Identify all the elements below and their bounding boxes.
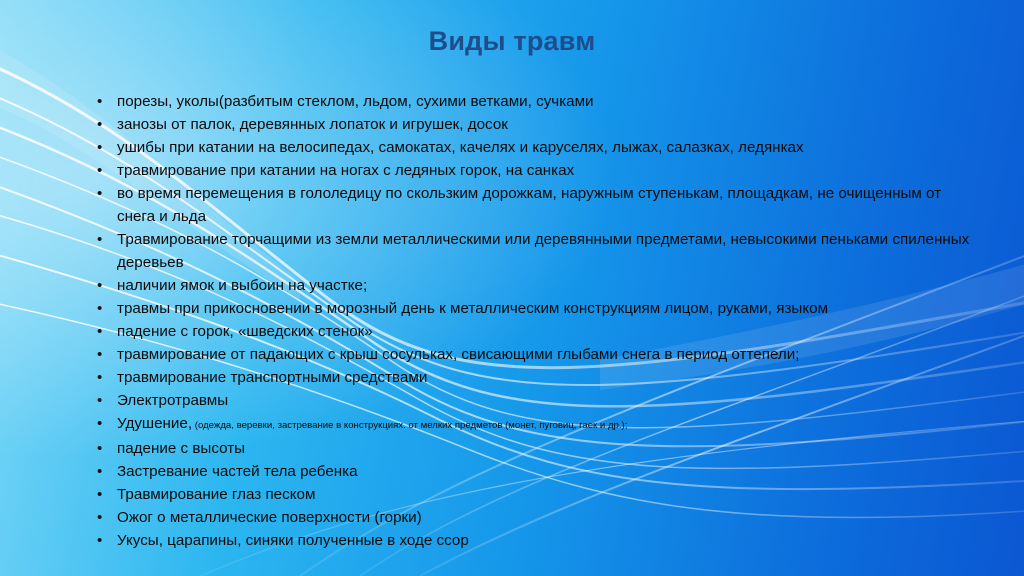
list-item xyxy=(96,274,976,297)
list-item-text: Травмирование торчащими из земли металлическими или деревянными предметами, невысокими пеньками спиленных деревьев xyxy=(117,231,970,271)
list-item-text: Удушение, xyxy=(117,415,193,432)
bullet-icon: • xyxy=(97,231,103,248)
list-item-text: травмирование от падающих с крыш сосульках, свисающими глыбами снега в период оттепели; xyxy=(117,346,800,363)
list-item-text: Застревание частей тела ребенка xyxy=(117,463,358,480)
bullet-icon: • xyxy=(97,532,103,549)
bullet-icon: • xyxy=(97,185,103,202)
bullet-icon: • xyxy=(97,300,103,317)
bullet-icon: • xyxy=(97,346,103,363)
list-item xyxy=(96,460,976,483)
list-item xyxy=(96,320,976,343)
bullet-icon: • xyxy=(97,323,103,340)
list-item xyxy=(96,343,976,366)
bullet-icon: • xyxy=(97,162,103,179)
list-item-text: занозы от палок, деревянных лопаток и игрушек, досок xyxy=(117,116,508,133)
list-item xyxy=(96,483,976,506)
list-item-text: травмирование транспортными средствами xyxy=(117,369,428,386)
bullet-icon: • xyxy=(97,509,103,526)
bullet-icon: • xyxy=(97,116,103,133)
list-item-text: травмирование при катании на ногах с ледяных горок, на санках xyxy=(117,162,575,179)
bullet-icon: • xyxy=(97,392,103,409)
bullet-icon: • xyxy=(97,486,103,503)
list-item xyxy=(96,412,976,437)
bullet-icon: • xyxy=(97,369,103,386)
list-item-text: травмы при прикосновении в морозный день к металлическим конструкциям лицом, руками, языком xyxy=(117,300,829,317)
injury-types-list xyxy=(96,90,976,552)
list-item-text: Укусы, царапины, синяки полученные в ходе ссор xyxy=(117,532,469,549)
list-item xyxy=(96,529,976,552)
list-item-text: порезы, уколы(разбитым стеклом, льдом, сухими ветками, сучками xyxy=(117,93,594,110)
list-item xyxy=(96,136,976,159)
list-item-text: Травмирование глаз песком xyxy=(117,486,316,503)
list-item-text: во время перемещения в гололедицу по скользким дорожкам, наружным ступенькам, площадкам, не очищенным от снега и льда xyxy=(117,185,942,225)
slide-title: Виды травм xyxy=(428,26,596,56)
list-item-text: падение с высоты xyxy=(117,440,246,457)
list-item xyxy=(96,366,976,389)
list-item xyxy=(96,113,976,136)
bullet-icon: • xyxy=(97,415,103,432)
bullet-icon: • xyxy=(97,463,103,480)
bullet-icon: • xyxy=(97,277,103,294)
list-item-text: падение с горок, «шведских стенок» xyxy=(117,323,373,340)
list-item-text: Ожог о металлические поверхности (горки) xyxy=(117,509,422,526)
list-item xyxy=(96,389,976,412)
list-item xyxy=(96,297,976,320)
list-item xyxy=(96,159,976,182)
list-item xyxy=(96,90,976,113)
list-item xyxy=(96,228,976,274)
list-item-note: (одежда, веревки, застревание в конструкциях. от мелких предметов (монет, пуговиц, гаек и др.); xyxy=(192,420,628,431)
list-item xyxy=(96,437,976,460)
list-item-text: ушибы при катании на велосипедах, самокатах, качелях и каруселях, лыжах, салазках, ледянках xyxy=(117,139,804,156)
list-item xyxy=(96,506,976,529)
bullet-icon: • xyxy=(97,139,103,156)
bullet-icon: • xyxy=(97,93,103,110)
list-item-text: Электротравмы xyxy=(117,392,229,409)
bullet-icon: • xyxy=(97,440,103,457)
list-item xyxy=(96,182,976,228)
list-item-text: наличии ямок и выбоин на участке; xyxy=(117,277,368,294)
